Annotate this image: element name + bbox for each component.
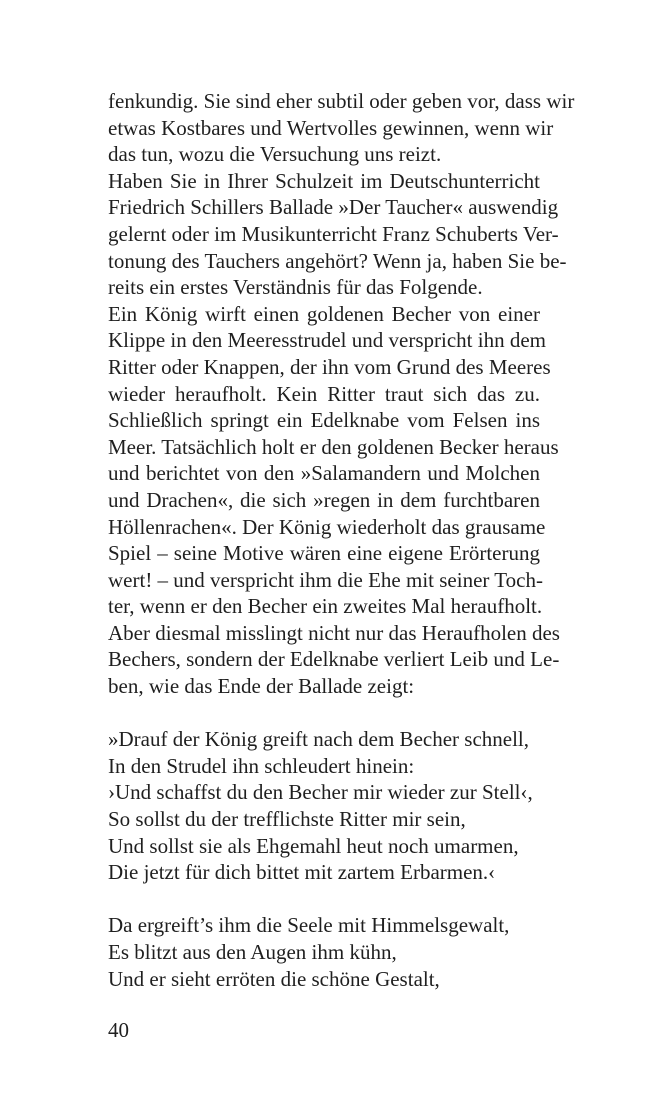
text-line: wieder heraufholt. Kein Ritter traut sich das zu.	[108, 381, 540, 406]
text-line: ter, wenn er den Becher ein zweites Mal heraufholt.	[108, 594, 543, 619]
text-line: Spiel – seine Motive wären eine eigene Erörterung	[108, 541, 540, 566]
text-line: Schließlich springt ein Edelknabe vom Felsen ins	[108, 408, 540, 433]
poem-stanza-2	[108, 912, 540, 992]
text-line: gelernt oder im Musikunterricht Franz Schuberts Ver-	[108, 221, 559, 246]
poem-line: Da ergreift’s ihm die Seele mit Himmelsgewalt,	[108, 913, 510, 938]
poem-line: In den Strudel ihn schleudert hinein:	[108, 753, 415, 778]
text-line: tonung des Tauchers angehört? Wenn ja, haben Sie be-	[108, 248, 567, 273]
text-line: Friedrich Schillers Ballade »Der Taucher« auswendig	[108, 195, 559, 220]
text-line: Höllenrachen«. Der König wiederholt das grausame	[108, 514, 546, 539]
text-line: das tun, wozu die Versuchung uns reizt.	[108, 142, 442, 167]
text-line: Meer. Tatsächlich holt er den goldenen Becker heraus	[108, 434, 559, 459]
page-body	[108, 88, 575, 992]
text-line: Aber diesmal misslingt nicht nur das Heraufholen des	[108, 620, 560, 645]
prose-paragraphs	[108, 88, 575, 700]
poem-stanza-1	[108, 726, 540, 886]
text-line: fenkundig. Sie sind eher subtil oder geben vor, dass wir	[108, 89, 575, 113]
poem-line: So sollst du der trefflichste Ritter mir sein,	[108, 807, 466, 832]
poem-line: Und sollst sie als Ehgemahl heut noch umarmen,	[108, 833, 519, 858]
poem-line: »Drauf der König greift nach dem Becher schnell,	[108, 727, 530, 752]
text-line: wert! – und verspricht ihm die Ehe mit seiner Toch-	[108, 567, 543, 592]
text-line: und berichtet von den »Salamandern und Molchen	[108, 461, 540, 486]
poem-line: Und er sieht erröten die schöne Gestalt,	[108, 966, 440, 991]
text-line: und Drachen«, die sich »regen in dem furchtbaren	[108, 487, 540, 512]
text-line: reits ein erstes Verständnis für das Folgende.	[108, 275, 483, 300]
poem-line: Die jetzt für dich bittet mit zartem Erbarmen.‹	[108, 860, 496, 885]
text-line: etwas Kostbares und Wertvolles gewinnen, wenn wir	[108, 115, 554, 140]
text-line: Klippe in den Meeresstrudel und verspricht ihn dem	[108, 328, 546, 353]
text-line: ben, wie das Ende der Ballade zeigt:	[108, 674, 415, 699]
text-line: Ritter oder Knappen, der ihn vom Grund des Meeres	[108, 354, 551, 379]
page-number: 40	[108, 1018, 129, 1042]
text-line: Bechers, sondern der Edelknabe verliert Leib und Le-	[108, 647, 560, 672]
poem-line: Es blitzt aus den Augen ihm kühn,	[108, 940, 397, 964]
poem-line: ›Und schaffst du den Becher mir wieder zur Stell‹,	[108, 780, 533, 805]
text-line: Ein König wirft einen goldenen Becher von einer	[108, 301, 540, 326]
stanza-gap	[108, 700, 540, 727]
text-line: Haben Sie in Ihrer Schulzeit im Deutschunterricht	[108, 168, 540, 193]
stanza-gap	[108, 886, 540, 913]
